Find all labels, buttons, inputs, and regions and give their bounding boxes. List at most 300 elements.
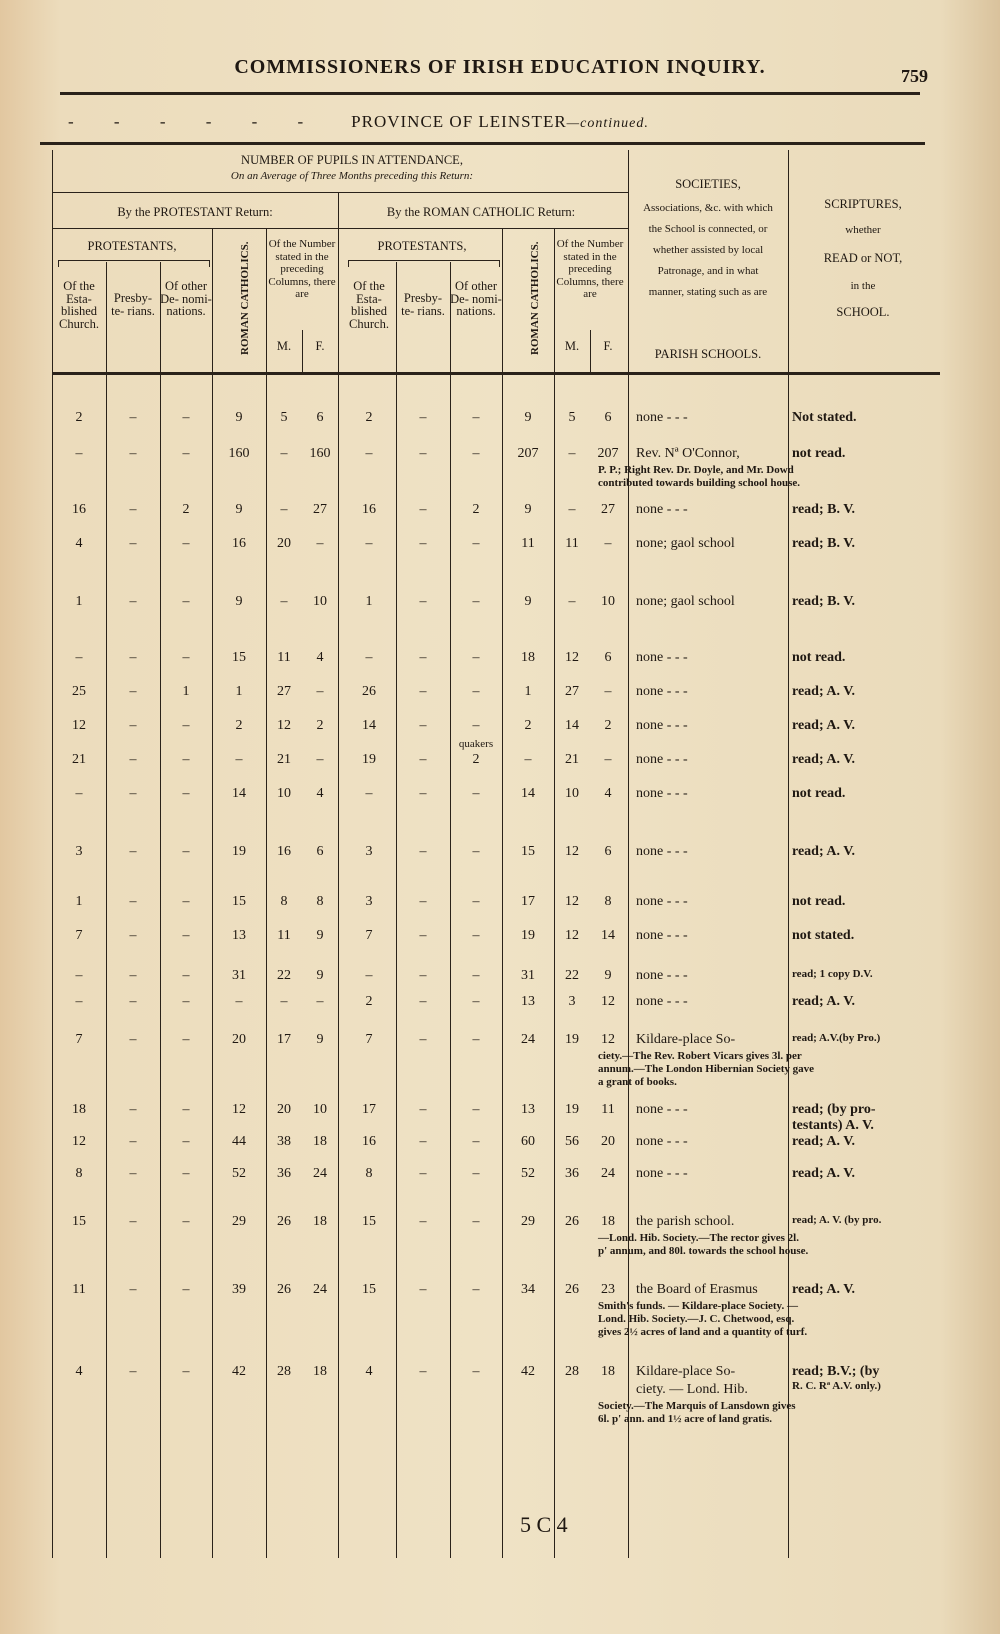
- scriptures-1: whether: [845, 224, 881, 236]
- table-cell: 4: [75, 1364, 83, 1379]
- header-main: NUMBER OF PUPILS IN ATTENDANCE,: [241, 153, 463, 167]
- table-cell: –: [129, 718, 137, 733]
- attendance-table: [52, 150, 940, 1558]
- scriptures-cell: read; B. V.: [792, 594, 856, 609]
- table-cell: 14: [565, 718, 579, 733]
- table-cell: –: [419, 928, 427, 943]
- society-note: Smith's funds. — Kildare-place Society. — Lond. Hib. Society.—J. C. Chetwood, esq. gives 2½ acres of land and a quantity of turf.: [598, 1300, 808, 1338]
- society-cell: Rev. Nª O'Connor,: [636, 446, 740, 461]
- table-cell: 20: [601, 1134, 615, 1149]
- table-cell: 18: [313, 1364, 327, 1379]
- table-cell: –: [365, 446, 373, 461]
- table-cell: 12: [72, 1134, 86, 1149]
- table-cell: 5: [568, 410, 576, 425]
- table-cell: –: [472, 650, 480, 665]
- scriptures-cell: read; B. V.: [792, 536, 856, 551]
- society-cell: none - - -: [636, 1102, 688, 1117]
- table-cell: 207: [597, 446, 619, 461]
- table-cell: –: [182, 844, 190, 859]
- rule-v13: [788, 150, 789, 1558]
- table-cell: 14: [362, 718, 376, 733]
- table-cell: –: [129, 446, 137, 461]
- table-cell: 34: [521, 1282, 535, 1297]
- table-cell: 12: [72, 718, 86, 733]
- scriptures-cell: Not stated.: [792, 410, 857, 425]
- table-cell: 23: [601, 1282, 615, 1297]
- table-cell: –: [129, 650, 137, 665]
- table-cell: 1: [235, 684, 243, 699]
- society-cell: none - - -: [636, 994, 688, 1009]
- col-established-2: Of the Esta- blished Church.: [349, 279, 389, 331]
- header-rc-return: By the ROMAN CATHOLIC Return:: [386, 205, 576, 219]
- table-cell: 24: [313, 1166, 327, 1181]
- col-other-1: Of other De- nomi- nations.: [160, 279, 212, 318]
- scriptures-cell: not read.: [792, 446, 846, 461]
- table-cell: 27: [313, 502, 327, 517]
- table-cell: –: [419, 752, 427, 767]
- table-cell: 12: [601, 1032, 615, 1047]
- table-cell: –: [419, 536, 427, 551]
- table-cell: –: [182, 410, 190, 425]
- scriptures-cell: read; A. V.: [792, 684, 856, 699]
- table-cell: 42: [521, 1364, 535, 1379]
- table-cell: 7: [75, 928, 83, 943]
- table-cell: 31: [232, 968, 246, 983]
- rule-v6: [338, 192, 339, 1558]
- table-cell: –: [182, 894, 190, 909]
- table-cell: –: [280, 994, 288, 1009]
- society-cell: none - - -: [636, 928, 688, 943]
- title-rule: [60, 92, 920, 95]
- society-cell-continued: ciety. — Lond. Hib.: [636, 1382, 748, 1397]
- society-cell: Kildare-place So-: [636, 1032, 736, 1047]
- rule-v4: [266, 228, 267, 1558]
- table-cell: –: [419, 1166, 427, 1181]
- table-cell: 16: [232, 536, 246, 551]
- table-cell: 31: [521, 968, 535, 983]
- table-cell: –: [472, 410, 480, 425]
- table-cell: 2: [604, 718, 612, 733]
- header-protestants-1: PROTESTANTS,: [87, 239, 177, 253]
- table-cell: 2: [316, 718, 324, 733]
- table-cell: 52: [232, 1166, 246, 1181]
- table-cell: 2: [472, 502, 480, 517]
- table-cell: –: [604, 536, 612, 551]
- table-cell: 13: [521, 1102, 535, 1117]
- table-cell: –: [129, 1282, 137, 1297]
- table-top-rule: [40, 142, 925, 145]
- table-cell: 29: [521, 1214, 535, 1229]
- table-cell: 3: [75, 844, 83, 859]
- table-cell: 60: [521, 1134, 535, 1149]
- table-cell: –: [419, 1282, 427, 1297]
- table-cell: –: [472, 844, 480, 859]
- table-cell: –: [129, 536, 137, 551]
- table-cell: –: [316, 684, 324, 699]
- table-cell: 12: [601, 994, 615, 1009]
- society-cell: the Board of Erasmus: [636, 1282, 758, 1297]
- table-cell: 3: [568, 994, 576, 1009]
- table-cell: –: [419, 410, 427, 425]
- society-cell: none - - -: [636, 786, 688, 801]
- table-cell: 10: [601, 594, 615, 609]
- table-cell: –: [472, 684, 480, 699]
- table-cell: –: [182, 718, 190, 733]
- table-cell: –: [75, 994, 83, 1009]
- table-cell: –: [182, 1134, 190, 1149]
- table-cell: 9: [316, 1032, 324, 1047]
- table-cell: 9: [604, 968, 612, 983]
- table-cell: 17: [362, 1102, 376, 1117]
- rule-header-bottom: [52, 372, 940, 375]
- table-cell: –: [129, 994, 137, 1009]
- table-cell: –: [129, 1364, 137, 1379]
- table-cell: –: [182, 1032, 190, 1047]
- scriptures-cell-continued: testants) A. V.: [792, 1118, 874, 1133]
- table-cell: –: [419, 650, 427, 665]
- table-cell: –: [182, 1282, 190, 1297]
- table-cell: –: [419, 1214, 427, 1229]
- table-cell: 29: [232, 1214, 246, 1229]
- table-cell: –: [419, 502, 427, 517]
- table-cell: –: [472, 1166, 480, 1181]
- table-cell: 18: [72, 1102, 86, 1117]
- scriptures-cell: read; A. V. (by pro.: [792, 1214, 882, 1226]
- society-cell: none - - -: [636, 718, 688, 733]
- col-presbyterians-2: Presby- te- rians.: [401, 291, 445, 318]
- scriptures-cell: read; B. V.: [792, 502, 856, 517]
- table-cell: 1: [182, 684, 190, 699]
- scriptures-3: in the: [850, 280, 876, 292]
- table-cell: –: [419, 1134, 427, 1149]
- society-cell: the parish school.: [636, 1214, 735, 1229]
- table-cell: 24: [521, 1032, 535, 1047]
- table-cell: –: [472, 968, 480, 983]
- scriptures-cell: not read.: [792, 650, 846, 665]
- table-cell: –: [316, 994, 324, 1009]
- table-cell: –: [365, 650, 373, 665]
- table-cell: –: [419, 786, 427, 801]
- table-cell: –: [129, 1134, 137, 1149]
- table-cell: –: [365, 786, 373, 801]
- table-cell: –: [419, 894, 427, 909]
- table-cell: 18: [313, 1214, 327, 1229]
- table-cell: –: [75, 650, 83, 665]
- table-cell: 20: [277, 536, 291, 551]
- col-established-1: Of the Esta- blished Church.: [59, 279, 99, 331]
- table-cell: 12: [565, 894, 579, 909]
- table-cell: 26: [362, 684, 376, 699]
- table-cell: 19: [565, 1032, 579, 1047]
- table-cell: 9: [524, 502, 532, 517]
- col-other-2: Of other De- nomi- nations.: [450, 279, 502, 318]
- table-cell: –: [472, 1032, 480, 1047]
- col-f-1: F.: [315, 339, 325, 353]
- table-cell: 56: [565, 1134, 579, 1149]
- table-cell: 9: [524, 410, 532, 425]
- table-cell: –: [604, 752, 612, 767]
- table-cell: –: [182, 650, 190, 665]
- table-cell: –: [182, 752, 190, 767]
- col-number-1: Of the Number stated in the preceding Columns, there are: [268, 238, 336, 300]
- table-cell: –: [129, 502, 137, 517]
- table-cell: 21: [72, 752, 86, 767]
- society-cell: none - - -: [636, 894, 688, 909]
- table-cell: –: [182, 968, 190, 983]
- rule-v5: [302, 330, 303, 372]
- table-cell: –: [129, 844, 137, 859]
- rule-v3: [212, 228, 213, 1558]
- society-cell: none; gaol school: [636, 594, 735, 609]
- table-cell: –: [235, 752, 243, 767]
- table-cell: 15: [72, 1214, 86, 1229]
- table-cell: 4: [316, 786, 324, 801]
- table-cell: 25: [72, 684, 86, 699]
- table-cell: –: [182, 1364, 190, 1379]
- table-cell: 10: [277, 786, 291, 801]
- society-cell: none - - -: [636, 1134, 688, 1149]
- table-cell: 15: [232, 650, 246, 665]
- table-cell: –: [419, 1032, 427, 1047]
- table-cell: 18: [601, 1214, 615, 1229]
- brace-1: [58, 260, 210, 267]
- scriptures-cell: read; A. V.: [792, 1166, 856, 1181]
- table-cell: 16: [362, 1134, 376, 1149]
- table-cell: 20: [232, 1032, 246, 1047]
- scriptures-cell: read; (by pro-: [792, 1102, 876, 1117]
- table-cell: 3: [365, 844, 373, 859]
- province-name: PROVINCE OF LEINSTER: [351, 112, 567, 131]
- scriptures-cell: read; A. V.: [792, 1282, 856, 1297]
- table-cell: –: [182, 1166, 190, 1181]
- society-cell: none - - -: [636, 410, 688, 425]
- scriptures-cell: read; A.V.(by Pro.): [792, 1032, 881, 1044]
- table-cell: –: [419, 446, 427, 461]
- table-cell: 11: [565, 536, 579, 551]
- table-cell: 52: [521, 1166, 535, 1181]
- table-cell: 24: [601, 1166, 615, 1181]
- rule-v12: [628, 150, 629, 1558]
- table-cell: –: [129, 752, 137, 767]
- table-cell: –: [235, 994, 243, 1009]
- table-cell: 17: [277, 1032, 291, 1047]
- table-cell: 9: [316, 968, 324, 983]
- table-cell: 11: [521, 536, 535, 551]
- table-cell: –: [182, 994, 190, 1009]
- col-f-2: F.: [603, 339, 613, 353]
- scriptures-cell: read; A. V.: [792, 718, 856, 733]
- society-cell: none - - -: [636, 502, 688, 517]
- table-cell: 28: [565, 1364, 579, 1379]
- table-cell: –: [129, 928, 137, 943]
- table-cell: 16: [72, 502, 86, 517]
- table-cell: –: [524, 752, 532, 767]
- table-cell: –: [472, 1102, 480, 1117]
- table-cell: 18: [601, 1364, 615, 1379]
- table-cell: –: [280, 594, 288, 609]
- society-cell: none - - -: [636, 650, 688, 665]
- table-cell: 3: [365, 894, 373, 909]
- table-cell: –: [419, 968, 427, 983]
- table-cell: –: [75, 446, 83, 461]
- table-cell: 15: [521, 844, 535, 859]
- table-cell: –: [75, 968, 83, 983]
- table-cell: 12: [565, 844, 579, 859]
- col-m-1: M.: [276, 339, 292, 353]
- table-cell: 19: [521, 928, 535, 943]
- table-cell: 13: [232, 928, 246, 943]
- table-cell: –: [419, 844, 427, 859]
- brace-2: [348, 260, 500, 267]
- table-cell: 4: [316, 650, 324, 665]
- table-cell: –: [419, 1102, 427, 1117]
- table-cell: 26: [565, 1214, 579, 1229]
- table-cell: –: [129, 594, 137, 609]
- rule-v11: [590, 330, 591, 372]
- table-cell: 2: [235, 718, 243, 733]
- table-cell: 42: [232, 1364, 246, 1379]
- table-cell: 24: [313, 1282, 327, 1297]
- table-cell: –: [472, 786, 480, 801]
- table-cell: 36: [277, 1166, 291, 1181]
- scriptures-2: READ or NOT,: [823, 251, 903, 265]
- table-cell: 160: [228, 446, 250, 461]
- table-cell: 19: [232, 844, 246, 859]
- table-cell: 8: [604, 894, 612, 909]
- col-m-2: M.: [564, 339, 580, 353]
- scriptures-cell: not stated.: [792, 928, 855, 943]
- table-cell: 12: [565, 928, 579, 943]
- table-cell: –: [472, 894, 480, 909]
- society-cell: none - - -: [636, 752, 688, 767]
- page-title: COMMISSIONERS OF IRISH EDUCATION INQUIRY.: [234, 56, 766, 78]
- scriptures-cell-continued: R. C. Rª A.V. only.): [792, 1380, 881, 1392]
- society-cell: Kildare-place So-: [636, 1364, 736, 1379]
- table-cell: 21: [277, 752, 291, 767]
- rule-v9: [502, 228, 503, 1558]
- table-cell: 2: [365, 410, 373, 425]
- society-cell: none - - -: [636, 1166, 688, 1181]
- table-cell: –: [472, 1214, 480, 1229]
- table-cell: –: [365, 536, 373, 551]
- header-protestants-2: PROTESTANTS,: [377, 239, 467, 253]
- table-cell: –: [365, 968, 373, 983]
- table-cell: –: [568, 502, 576, 517]
- scriptures-cell: not read.: [792, 894, 846, 909]
- table-cell: –: [129, 1214, 137, 1229]
- table-cell: –: [472, 718, 480, 733]
- table-cell: –: [280, 446, 288, 461]
- table-cell: –: [182, 1102, 190, 1117]
- table-cell: 7: [75, 1032, 83, 1047]
- table-cell: 9: [316, 928, 324, 943]
- table-cell: 26: [565, 1282, 579, 1297]
- table-cell: 26: [277, 1282, 291, 1297]
- table-cell: –: [182, 928, 190, 943]
- table-cell: 12: [232, 1102, 246, 1117]
- scriptures-title: SCRIPTURES,: [824, 197, 902, 211]
- table-cell: –: [129, 410, 137, 425]
- table-cell: 9: [524, 594, 532, 609]
- table-cell: –: [604, 684, 612, 699]
- table-cell: 2: [524, 718, 532, 733]
- table-cell: 6: [604, 410, 612, 425]
- table-cell: 15: [362, 1214, 376, 1229]
- table-cell: 21: [565, 752, 579, 767]
- table-cell: 17: [521, 894, 535, 909]
- table-cell: 160: [309, 446, 331, 461]
- table-cell: 27: [601, 502, 615, 517]
- table-cell: 28: [277, 1364, 291, 1379]
- table-cell: 27: [277, 684, 291, 699]
- table-cell: 44: [232, 1134, 246, 1149]
- table-cell: –: [129, 1032, 137, 1047]
- table-cell: 6: [316, 844, 324, 859]
- table-cell: 207: [517, 446, 539, 461]
- scriptures-cell: read; 1 copy D.V.: [792, 968, 873, 980]
- table-cell: –: [129, 786, 137, 801]
- scriptures-cell: not read.: [792, 786, 846, 801]
- rule-h2: [52, 228, 628, 229]
- table-cell: –: [316, 536, 324, 551]
- table-cell: 8: [316, 894, 324, 909]
- table-cell: 5: [280, 410, 288, 425]
- table-cell: 1: [365, 594, 373, 609]
- col-number-2: Of the Number stated in the preceding Columns, there are: [556, 238, 624, 300]
- table-cell: 6: [604, 844, 612, 859]
- table-cell: 22: [565, 968, 579, 983]
- table-cell: –: [129, 894, 137, 909]
- table-cell: 18: [313, 1134, 327, 1149]
- table-cell: –: [568, 594, 576, 609]
- table-cell: 19: [565, 1102, 579, 1117]
- table-cell: 11: [277, 650, 291, 665]
- table-cell: 16: [362, 502, 376, 517]
- table-cell: 4: [75, 536, 83, 551]
- table-cell: 10: [313, 594, 327, 609]
- table-cell: 12: [565, 650, 579, 665]
- table-cell: 2: [472, 752, 480, 767]
- province-heading: [0, 112, 1000, 132]
- table-cell: –: [129, 968, 137, 983]
- table-cell: 2: [365, 994, 373, 1009]
- table-cell: –: [472, 1282, 480, 1297]
- table-cell: –: [280, 502, 288, 517]
- table-cell: 12: [277, 718, 291, 733]
- society-cell: none - - -: [636, 968, 688, 983]
- table-cell-annotation: quakers: [458, 738, 494, 750]
- societies-title: SOCIETIES,: [675, 177, 741, 191]
- table-cell: –: [419, 684, 427, 699]
- society-note: Society.—The Marquis of Lansdown gives 6l. p' ann. and 1½ acre of land gratis.: [598, 1400, 796, 1425]
- table-cell: –: [419, 1364, 427, 1379]
- table-cell: –: [472, 594, 480, 609]
- table-cell: –: [419, 594, 427, 609]
- page-number: 759: [901, 66, 928, 86]
- table-cell: 7: [365, 1032, 373, 1047]
- rule-v10: [554, 228, 555, 1558]
- table-cell: –: [472, 536, 480, 551]
- table-cell: 8: [75, 1166, 83, 1181]
- table-cell: 14: [601, 928, 615, 943]
- table-cell: 1: [75, 894, 83, 909]
- table-cell: 11: [72, 1282, 86, 1297]
- table-cell: 6: [604, 650, 612, 665]
- table-cell: 8: [365, 1166, 373, 1181]
- scriptures-cell: read; A. V.: [792, 994, 856, 1009]
- table-cell: 38: [277, 1134, 291, 1149]
- scriptures-cell: read; A. V.: [792, 844, 856, 859]
